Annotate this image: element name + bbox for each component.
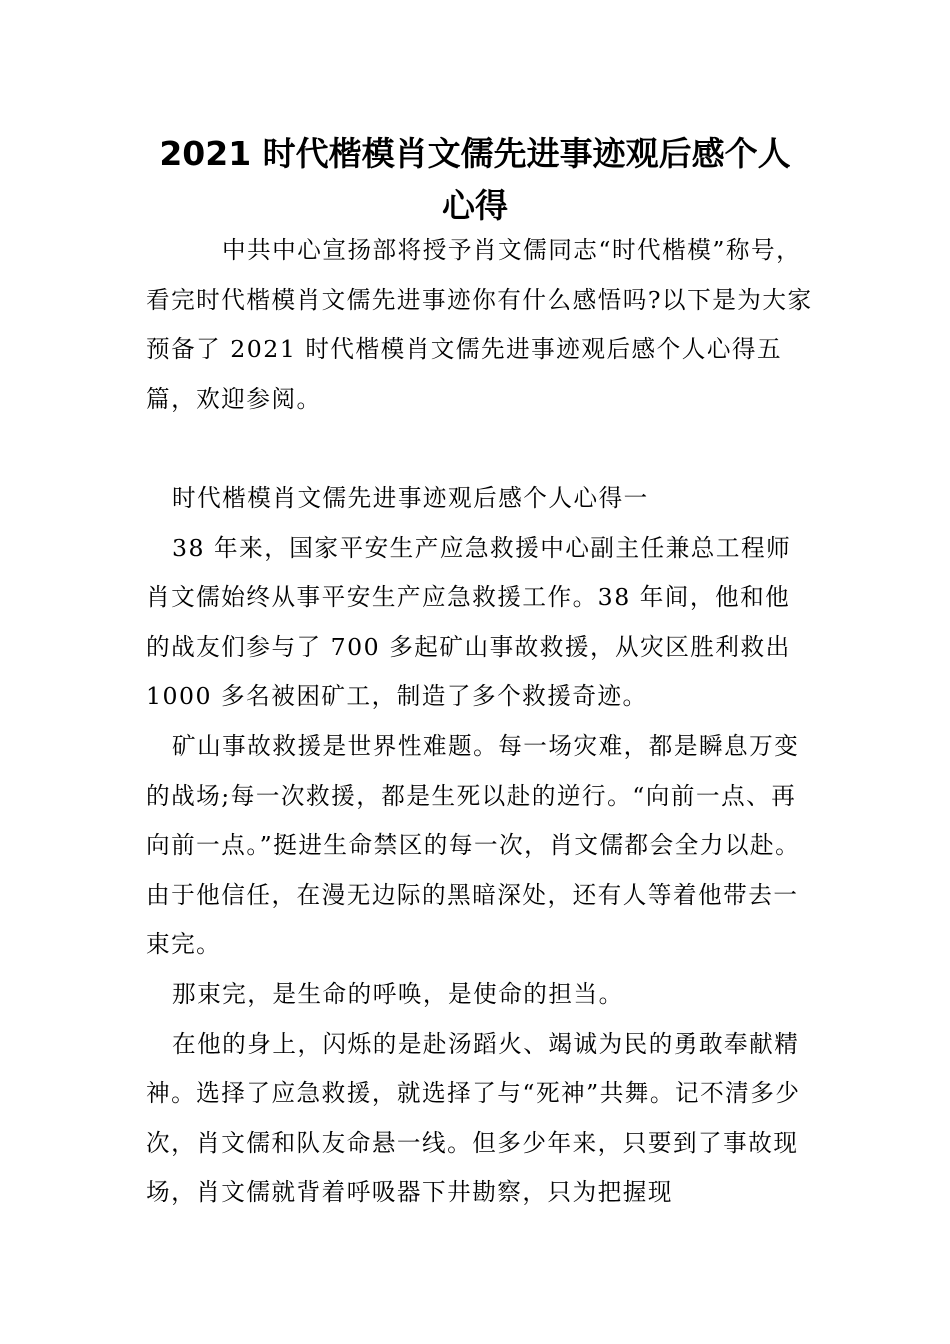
blank-line	[146, 424, 814, 474]
body-paragraph: 在他的身上，闪烁的是赴汤蹈火、竭诚为民的勇敢奉献精神。选择了应急救援，就选择了与“死神”共舞。记不清多少次，肖文儒和队友命悬一线。但多少年来，只要到了事故现场，肖文儒就背着呼吸器下井勘察，只为把握现	[146, 1029, 801, 1207]
body-paragraph: 38 年来，国家平安生产应急救援中心副主任兼总工程师肖文儒始终从事平安生产应急救援工作。38 年间，他和他的战友们参与了 700 多起矿山事故救援，从灾区胜利救出 1000 多名被困矿工，制造了多个救援奇迹。	[146, 533, 792, 711]
body-paragraph: 矿山事故救援是世界性难题。每一场灾难，都是瞬息万变的战场;每一次救援，都是生死以赴的逆行。“向前一点、再向前一点。”挺进生命禁区的每一次，肖文儒都会全力以赴。由于他信任，在漫无边际的黑暗深处，还有人等着他带去一束完。	[146, 731, 801, 959]
intro-paragraph: 中共中心宣扬部将授予肖文儒同志“时代楷模”称号，看完时代楷模肖文儒先进事迹你有什么感悟吗?以下是为大家预备了 2021 时代楷模肖文儒先进事迹观后感个人心得五篇，欢迎参阅。	[146, 236, 813, 413]
document-title	[140, 128, 810, 232]
title-line-1: 2021 时代楷模肖文儒先进事迹观后感个人	[159, 134, 791, 173]
body-paragraph: 那束完，是生命的呼唤，是使命的担当。	[172, 979, 624, 1008]
document-body	[146, 226, 814, 1218]
section-heading: 时代楷模肖文儒先进事迹观后感个人心得一	[172, 483, 649, 512]
title-line-2: 心得	[442, 186, 508, 225]
